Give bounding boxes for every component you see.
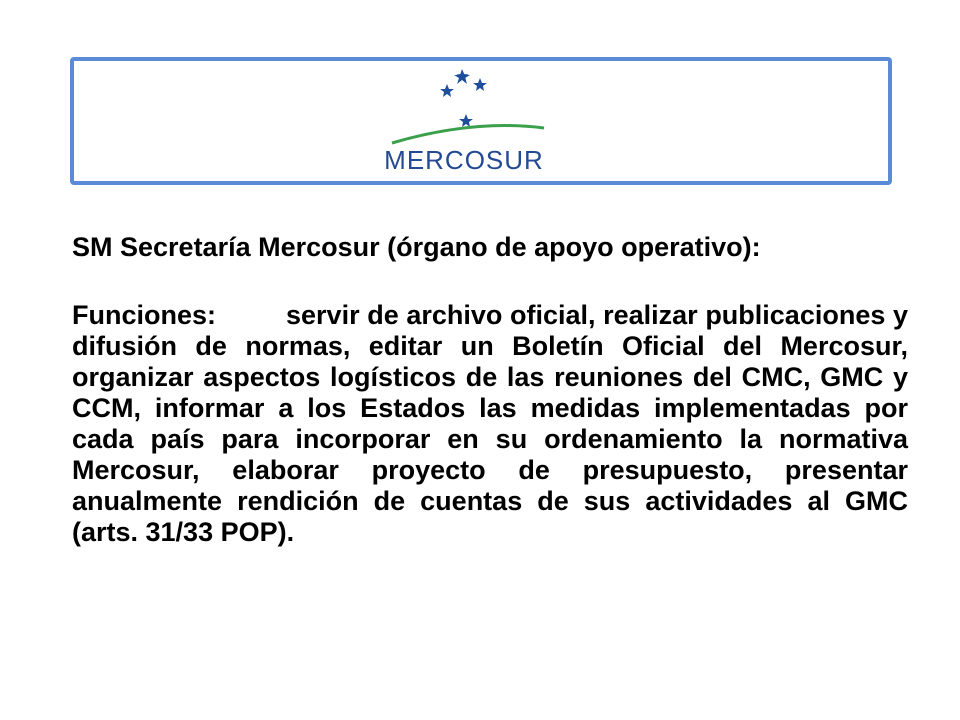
functions-label: Funciones: [72,300,217,330]
star-icon [440,84,454,97]
star-icon [473,78,487,91]
mercosur-logo-frame [70,57,892,185]
star-icon [454,69,470,84]
functions-paragraph [72,300,908,548]
mercosur-logo-text: MERCOSUR [384,145,544,175]
section-title: SM Secretaría Mercosur (órgano de apoyo operativo): [72,232,761,262]
slide-content [72,232,908,548]
star-icon [459,114,473,127]
functions-text: servir de archivo oficial, realizar publicaciones y difusión de normas, editar un Boletín Oficial del Mercosur, organizar aspectos logísticos de las reuniones del CMC, GMC y CCM, informar a los Estados las medidas implementadas por cada país para incorporar en su ordenamiento la normativa Mercosur, elaborar proyecto de presupuesto, presentar anualmente rendición de cuentas de sus actividades al GMC (arts. 31/33 POP). [72,300,908,547]
horizon-arc [392,126,544,143]
mercosur-logo [74,61,888,181]
